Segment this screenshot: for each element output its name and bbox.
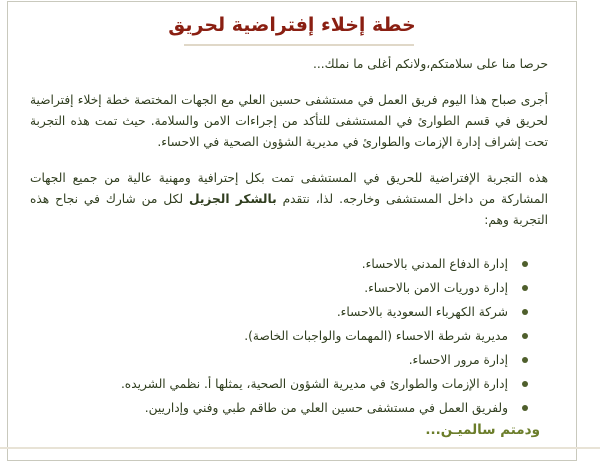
- participants-list: [28, 252, 532, 420]
- list-item: [28, 276, 508, 300]
- paragraph-exercise-description: أجرى صباح هذا اليوم فريق العمل في مستشفى حسين العلي مع الجهات المختصة خطة إخلاء إفتراضية لحريق في قسم الطوارئ في المستشفى للتأكد من إجراءات الامن والسلامة. حيث تمت هذه التجربة تحت إشراف إدارة الإزمات والطوارئ في مديرية الشؤون الصحية في الاحساء.: [30, 93, 548, 149]
- list-item-text: ولفريق العمل في مستشفى حسين العلي من طاقم طبي وفني وإداريين.: [144, 401, 508, 415]
- list-item-text: إدارة دوريات الامن بالاحساء.: [364, 281, 508, 295]
- closing-text: ودمتم سالميـن...: [425, 422, 540, 438]
- bullet-icon: [522, 405, 528, 411]
- bullet-icon: [522, 285, 528, 291]
- bullet-icon: [522, 309, 528, 315]
- title-underline: [184, 44, 414, 46]
- document-title: خطة إخلاء إفتراضية لحريق: [168, 14, 416, 36]
- bullet-icon: [522, 261, 528, 267]
- list-item-text: إدارة الدفاع المدني بالاحساء.: [361, 257, 508, 271]
- paragraph-thanks: [30, 168, 548, 231]
- announcement-card: [7, 1, 577, 461]
- list-item: [28, 348, 508, 372]
- paragraph-thanks-end: لكل من شارك في نجاح هذه التجربة وهم:: [30, 192, 548, 227]
- list-item: [28, 324, 508, 348]
- list-item-text: إدارة مرور الاحساء.: [408, 353, 508, 367]
- bullet-icon: [522, 333, 528, 339]
- paragraph-thanks-bold: بالشكر الجزيل: [188, 192, 277, 206]
- bullet-icon: [522, 381, 528, 387]
- list-item-text: إدارة الإزمات والطوارئ في مديرية الشؤون الصحية، يمثلها أ. نظمي الشريده.: [120, 377, 508, 391]
- list-item: [28, 396, 508, 420]
- bottom-divider: [0, 447, 600, 449]
- list-item: [28, 252, 508, 276]
- list-item-text: شركة الكهرباء السعودية بالاحساء.: [336, 305, 508, 319]
- bullet-icon: [522, 357, 528, 363]
- list-item: [28, 300, 508, 324]
- intro-text: حرصا منا على سلامتكم،ولانكم أغلى ما نملك...: [312, 57, 548, 71]
- list-item-text: مديرية شرطة الاحساء (المهمات والواجبات الخاصة).: [244, 329, 508, 343]
- list-item: [28, 372, 508, 396]
- paragraph-thanks-start: هذه التجربة الإفتراضية للحريق في المستشفى تمت بكل إحترافية ومهنية عالية من جميع الجهات المشاركة من داخل المستشفى وخارجه. لذا، نتقدم: [30, 171, 548, 206]
